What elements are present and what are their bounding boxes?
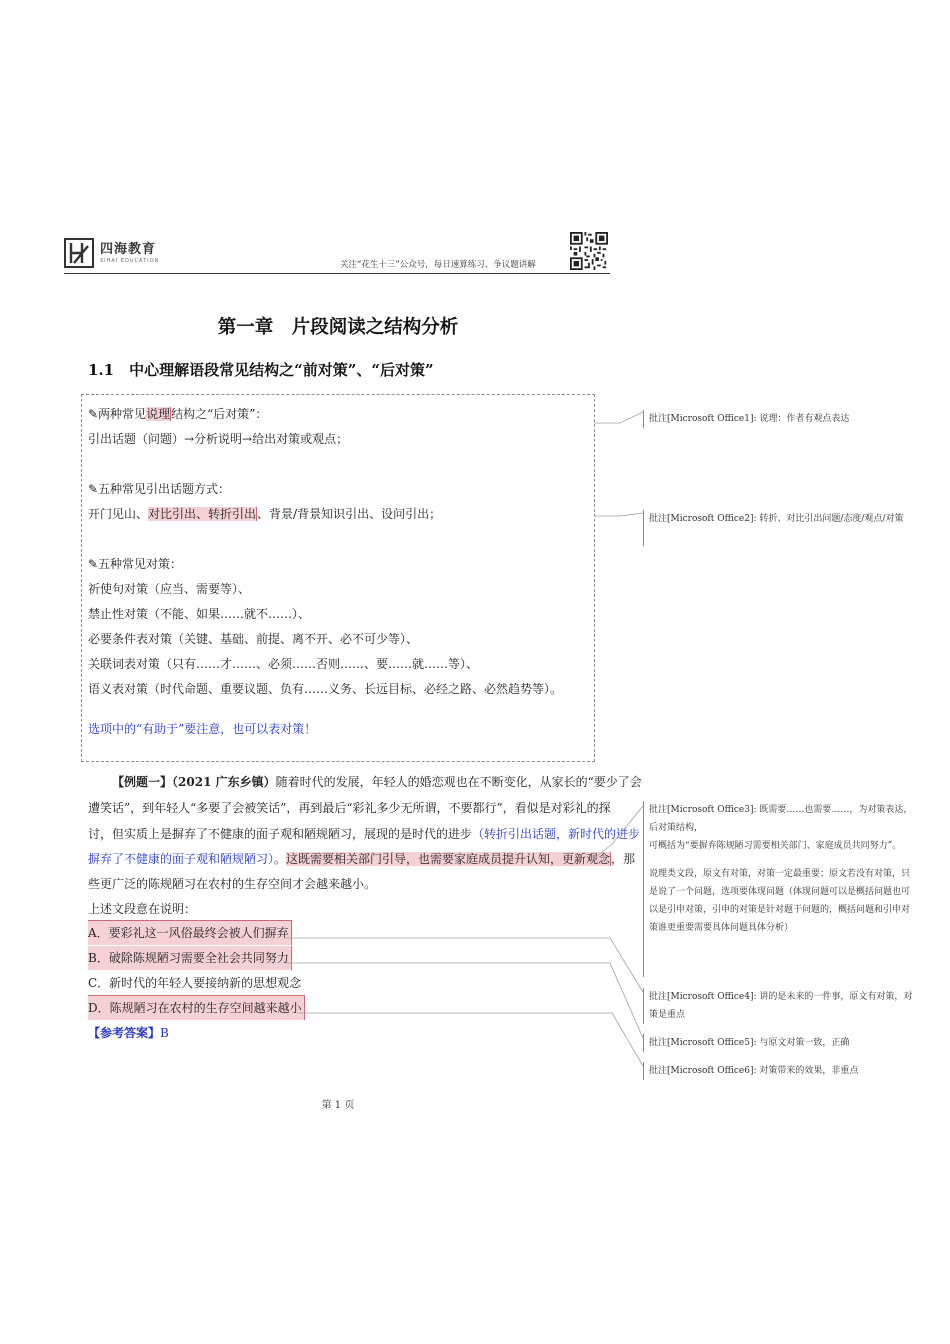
comment-bar-5 <box>643 1034 644 1052</box>
example-line-5: 些更广泛的陈规陋习在农村的生存空间才会越来越小。 <box>88 877 377 891</box>
answer-line <box>88 1024 169 1041</box>
note-line-10: 语义表对策（时代命题、重要议题、负有……义务、长远目标、必经之路、必然趋势等）。 <box>88 682 563 696</box>
comment-bar-4 <box>643 988 644 1024</box>
note-line-7: 禁止性对策（不能、如果……就不……）、 <box>88 607 311 621</box>
connector-4 <box>286 938 643 992</box>
example-source: （2021 广东乡镇） <box>172 775 276 789</box>
note-line-8: 必要条件表对策（关键、基础、前提、离不开、必不可少等）、 <box>88 632 419 646</box>
comment-anchor-1[interactable]: 说理 <box>146 407 171 421</box>
example-line-1: 【例题一】（2021 广东乡镇）随着时代的发展，年轻人的婚恋观也在不断变化，从家长的“要少了会 <box>112 775 642 789</box>
comment-bar-3 <box>643 801 644 977</box>
comment-bar-2 <box>643 510 644 546</box>
method-notes-box <box>81 394 595 762</box>
logo-name: 四海教育 <box>100 241 157 257</box>
option-b[interactable] <box>88 949 292 966</box>
comment-anchor-3[interactable]: 这既需要相关部门引导，也需要家庭成员提升认知，更新观念 <box>286 852 611 866</box>
answer-label: 【参考答案】 <box>88 1026 161 1040</box>
note-line-4: 开门见山、对比引出、转折引出、背景/背景知识引出、设问引出； <box>88 507 442 521</box>
comment-anchor-2[interactable]: 对比引出、转折引出 <box>148 507 257 521</box>
option-c[interactable]: C．新时代的年轻人要接纳新的思想观念 <box>88 976 302 990</box>
example-line-2: 遭笑话”，到年轻人“多要了会被笑话”，再到最后“彩礼多少无所谓，不要都行”，看似是对彩礼的探 <box>88 801 611 815</box>
comment-1[interactable]: 批注[Microsoft Office1]: 说理：作者有观点表达 <box>649 414 850 424</box>
section-title: 1.1 中心理解语段常见结构之“前对策”、“后对策” <box>88 361 434 379</box>
header-note: 关注“花生十三”公众号，每日速算练习、争议题讲解 <box>340 260 536 270</box>
note-line-2: 引出话题（问题）→分析说明→给出对策或观点； <box>88 432 349 446</box>
logo-mark-icon <box>64 238 94 268</box>
comment-4[interactable]: 批注[Microsoft Office4]: 讲的是未来的一件事，原文有对策，对策是重点 <box>649 992 913 1020</box>
comment-bar-6 <box>643 1062 644 1080</box>
question-stem: 上述文段意在说明： <box>88 902 197 916</box>
example-line-3: 讨，但实质上是摒弃了不健康的面子观和陋规陋习，展现的是时代的进步（转折引出话题，新时代的进步 <box>88 827 641 841</box>
comment-anchor-5: B．破除陈规陋习需要全社会共同努力 <box>88 946 292 970</box>
connector-2 <box>594 513 643 516</box>
option-a[interactable] <box>88 924 292 941</box>
header-divider <box>64 273 610 274</box>
note-line-5: ✎五种常见对策： <box>88 557 183 571</box>
comment-6[interactable]: 批注[Microsoft Office6]: 对策带来的效果，非重点 <box>649 1066 859 1076</box>
note-tip: 选项中的“有助于”要注意，也可以表对策！ <box>88 722 317 736</box>
logo-subtitle: SIHAI EDUCATION <box>100 257 160 264</box>
comment-3[interactable]: 批注[Microsoft Office3]: 既需要……也需要……，为对策表达，后对策结构， 可概括为“要摒弃陈规陋习需要相关部门、家庭成员共同努力”。 说理类文段，原文有对策，对策一定最重要；原文若没有对策，只是说了一个问题，选项要体现问题（体现问题可以是概括问题也可以是引申对策，引申的对策是针对题干问题的，概括问题和引申对策谁更重要需要具体问题具体分析） <box>649 805 913 933</box>
note-line-9: 关联词表对策（只有……才……、必须……否则……、要……就……等）、 <box>88 657 479 671</box>
comment-anchor-4: A．要彩礼这一风俗最终会被人们摒弃 <box>88 920 292 945</box>
note-line-3: ✎五种常见引出话题方式： <box>88 482 231 496</box>
page-number: 第 1 页 <box>321 1100 355 1111</box>
chapter-title: 第一章 片段阅读之结构分析 <box>217 317 459 338</box>
example-line-4: 摒弃了不健康的面子观和陋规陋习）。这既需要相关部门引导，也需要家庭成员提升认知，更新观念，那 <box>88 852 636 866</box>
comment-anchor-6: D．陈规陋习在农村的生存空间越来越小 <box>88 995 305 1020</box>
connector-1 <box>594 412 643 423</box>
option-d[interactable] <box>88 999 305 1016</box>
qr-code-icon <box>570 232 608 270</box>
note-line-1: ✎两种常见说理结构之“后对策”： <box>88 407 268 421</box>
comment-5[interactable]: 批注[Microsoft Office5]: 与原文对策一致，正确 <box>649 1038 850 1048</box>
connector-6 <box>297 1013 643 1066</box>
answer-value: B <box>160 1026 169 1040</box>
connector-5 <box>286 963 643 1038</box>
example-label: 【例题一】 <box>112 775 173 789</box>
comment-bar-1 <box>643 410 644 428</box>
comment-2[interactable]: 批注[Microsoft Office2]: 转折、对比引出问题/态度/观点/对策 <box>649 514 904 524</box>
note-line-6: 祈使句对策（应当、需要等）、 <box>88 582 251 596</box>
logo <box>64 238 159 268</box>
